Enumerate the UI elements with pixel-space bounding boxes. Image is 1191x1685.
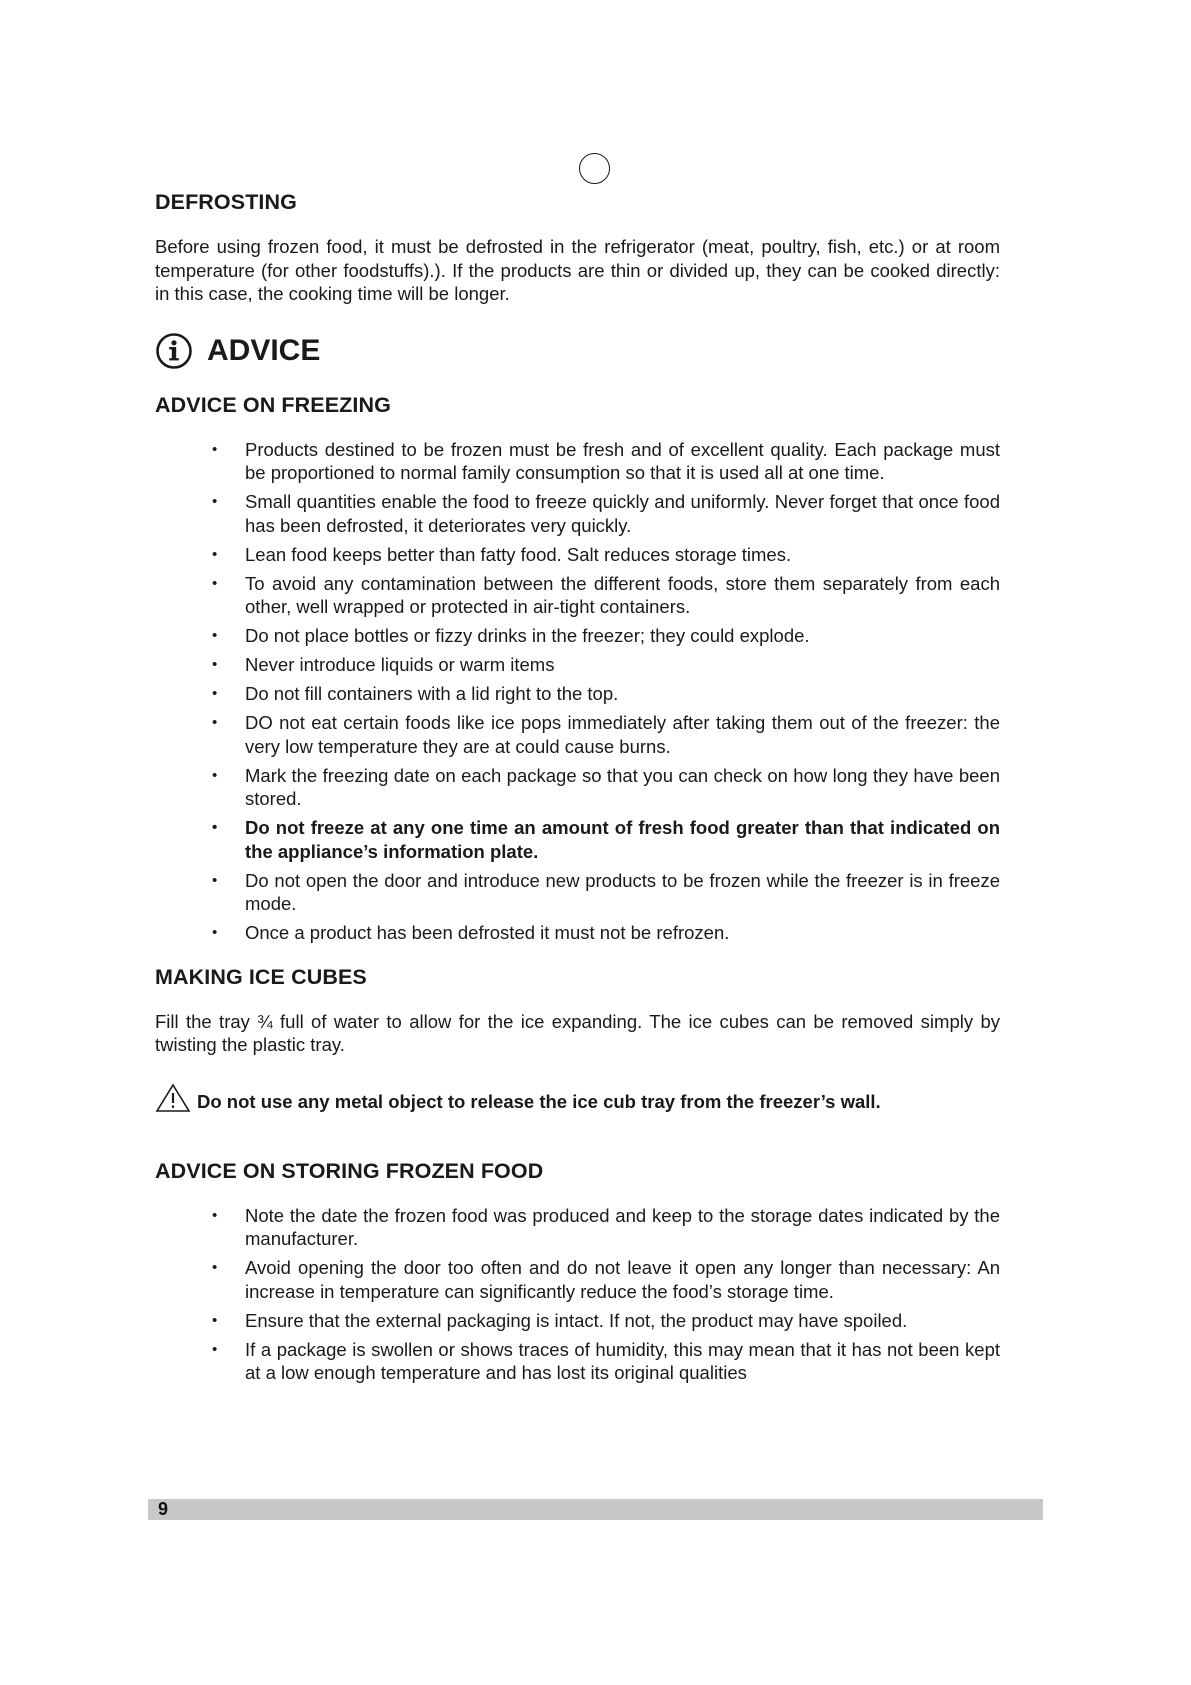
info-icon	[155, 332, 193, 370]
list-item: • Once a product has been defrosted it must not be refrozen.	[245, 921, 1000, 945]
defrosting-heading: DEFROSTING	[155, 190, 297, 214]
warning-triangle-icon	[155, 1083, 191, 1113]
list-item-bold-warning: • Do not freeze at any one time an amount of fresh food greater than that indicated on the appliance’s information plate.	[245, 816, 1000, 863]
page-number: 9	[158, 1499, 169, 1519]
list-item: • Do not open the door and introduce new products to be frozen while the freezer is in freeze mode.	[245, 869, 1000, 916]
list-item: • Avoid opening the door too often and do not leave it open any longer than necessary: An increase in temperature can significantly reduce the food’s storage time.	[245, 1256, 1000, 1303]
advice-title-text: ADVICE	[207, 333, 321, 367]
list-item: • Do not place bottles or fizzy drinks in the freezer; they could explode.	[245, 624, 1000, 648]
freezing-advice-list	[155, 438, 1000, 945]
list-item: • Mark the freezing date on each package so that you can check on how long they have been stored.	[245, 764, 1000, 811]
page-content	[155, 190, 1000, 1390]
list-item: • Ensure that the external packaging is intact. If not, the product may have spoiled.	[245, 1309, 1000, 1333]
list-item: • DO not eat certain foods like ice pops immediately after taking them out of the freezer: the very low temperature they are at could cause burns.	[245, 711, 1000, 758]
advice-section-title	[155, 332, 1000, 370]
freezing-heading: ADVICE ON FREEZING	[155, 392, 391, 417]
defrosting-text: Before using frozen food, it must be defrosted in the refrigerator (meat, poultry, fish, etc.) or at room temperature (for other foodstuffs).). If the products are thin or divided up, they can be cooked directly: in this case, the cooking time will be longer.	[155, 236, 1000, 304]
ice-cubes-warning	[155, 1083, 1000, 1113]
warning-text: Do not use any metal object to release the ice cub tray from the freezer’s wall.	[197, 1090, 881, 1112]
storing-heading: ADVICE ON STORING FROZEN FOOD	[155, 1158, 544, 1183]
list-item: • Lean food keeps better than fatty food. Salt reduces storage times.	[245, 543, 1000, 567]
list-item: • If a package is swollen or shows traces of humidity, this may mean that it has not been kept at a low enough temperature and has lost its original qualities	[245, 1338, 1000, 1385]
list-item: • Do not fill containers with a lid right to the top.	[245, 682, 1000, 706]
ice-cubes-text: Fill the tray ¾ full of water to allow for the ice expanding. The ice cubes can be removed simply by twisting the plastic tray.	[155, 1010, 1000, 1055]
circle-marker-icon	[579, 153, 610, 184]
list-item: • Small quantities enable the food to freeze quickly and uniformly. Never forget that once food has been defrosted, it deteriorates very quickly.	[245, 490, 1000, 537]
storing-advice-list	[155, 1204, 1000, 1385]
page-footer-bar	[148, 1499, 1043, 1520]
list-item: • To avoid any contamination between the different foods, store them separately from each other, well wrapped or protected in air-tight containers.	[245, 572, 1000, 619]
ice-cubes-heading: MAKING ICE CUBES	[155, 964, 367, 989]
list-item: • Never introduce liquids or warm items	[245, 653, 1000, 677]
list-item: • Note the date the frozen food was produced and keep to the storage dates indicated by the manufacturer.	[245, 1204, 1000, 1251]
list-item: • Products destined to be frozen must be fresh and of excellent quality. Each package must be proportioned to normal family consumption so that it is used all at one time.	[245, 438, 1000, 485]
